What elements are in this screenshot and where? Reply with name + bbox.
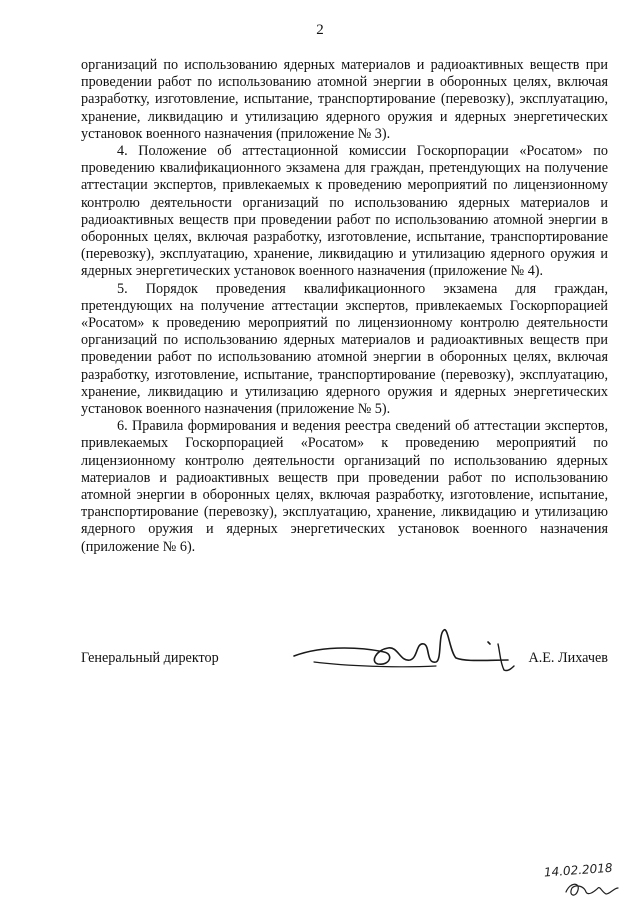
page-number: 2: [316, 22, 324, 38]
signer-title: Генеральный директор: [81, 650, 219, 666]
handwritten-date-mark: [540, 858, 630, 902]
handwritten-signature: [286, 622, 516, 684]
paragraph-item-5: 5. Порядок проведения квалификационного экзамена для граждан, претендующих на получение аттестации экспертов, привлекаемых Госкорпорацией «Росатом» к проведению мероприятий по лицензионному контролю деятельности организаций по использованию ядерных материалов и радиоактивных веществ при проведении работ по использованию атомной энергии в оборонных целях, включая разработку, изготовление, испытание, транспортирование (перевозку), эксплуатацию, хранение, ликвидацию и утилизацию ядерного оружия и ядерных энергетических установок военного назначения (приложение № 5).: [81, 280, 608, 418]
paragraph-continuation: организаций по использованию ядерных материалов и радиоактивных веществ при проведении работ по использованию атомной энергии в оборонных целях, включая разработку, изготовление, испытание, транспортирование (перевозку), эксплуатацию, хранение, ликвидацию и утилизацию ядерного оружия и ядерных энергетических установок военного назначения (приложение № 3).: [81, 57, 608, 142]
signer-name: А.Е. Лихачев: [528, 650, 608, 666]
paragraph-item-6: 6. Правила формирования и ведения реестра сведений об аттестации экспертов, привлекаемых Госкорпорацией «Росатом» к проведению мероприятий по лицензионному контролю деятельности организаций по использованию ядерных материалов и радиоактивных веществ при проведении работ по использованию атомной энергии в оборонных целях, включая разработку, изготовление, испытание, транспортирование (перевозку), эксплуатацию, хранение, ликвидацию и утилизацию ядерного оружия и ядерных энергетических установок военного назначения (приложение № 6).: [81, 418, 608, 555]
handwritten-date-text: 14.02.2018: [543, 860, 613, 880]
signature-block: [81, 640, 608, 680]
document-body: [81, 57, 608, 556]
paragraph-item-4: 4. Положение об аттестационной комиссии Госкорпорации «Росатом» по проведению квалификационного экзамена для граждан, претендующих на получение аттестации экспертов, привлекаемых к проведению мероприятий по лицензионному контролю деятельности организаций по использованию ядерных материалов и радиоактивных веществ при проведении работ по использованию атомной энергии в оборонных целях, включая разработку, изготовление, испытание, транспортирование (перевозку), эксплуатацию, хранение, ликвидацию и утилизацию ядерного оружия и ядерных энергетических установок военного назначения (приложение № 4).: [81, 143, 608, 280]
